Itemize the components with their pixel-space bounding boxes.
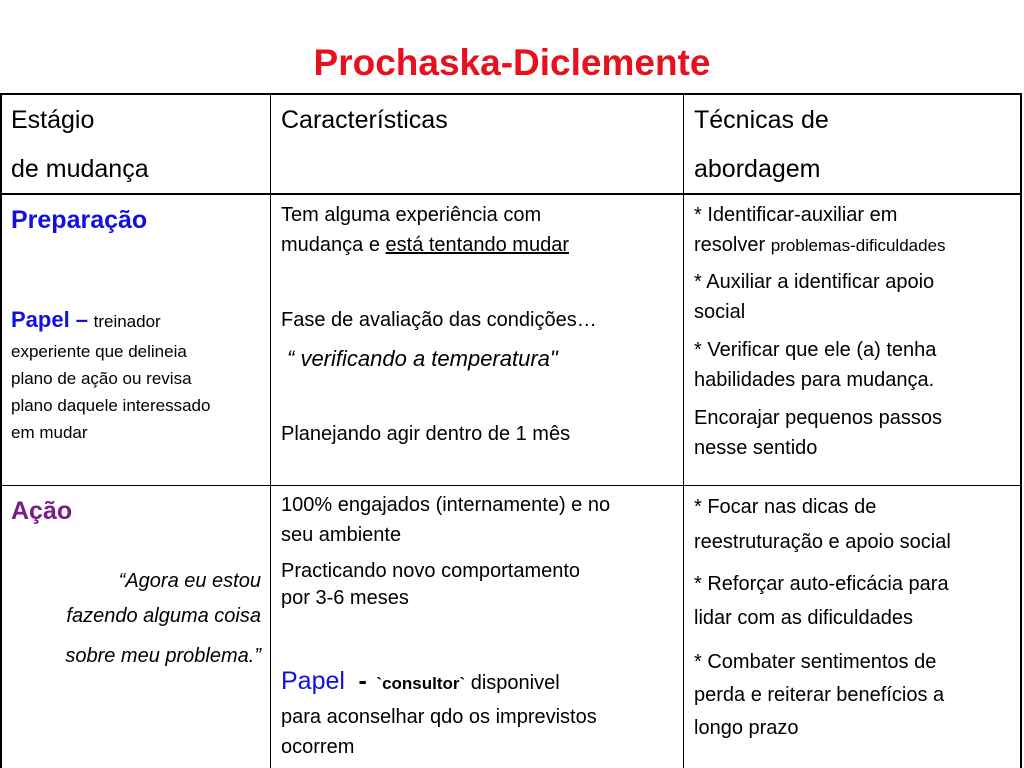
preparacao-tech-line1: * Identificar-auxiliar em (694, 204, 898, 226)
preparacao-tech-line3: * Auxiliar a identificar apoio (694, 271, 935, 293)
acao-papel-label: Papel (281, 667, 345, 695)
acao-papel-role: `consultor` (376, 674, 466, 693)
acao-char-line4: por 3-6 meses (281, 587, 409, 609)
preparacao-char-line1: Tem alguma experiência com (281, 204, 542, 226)
header-stage-line2: de mudança (11, 155, 149, 183)
stage-acao: Ação (11, 497, 73, 525)
preparacao-tech-line5: * Verificar que ele (a) tenha (694, 339, 937, 361)
preparacao-tech-line2a: resolver (694, 234, 771, 256)
preparacao-char-line2a: mudança e (281, 234, 386, 256)
preparacao-papel-text5: em mudar (11, 423, 88, 442)
header-techniques-line2: abordagem (694, 155, 821, 183)
acao-quote-line2: fazendo alguma coisa (66, 605, 261, 627)
slide-title: Prochaska-Diclemente (313, 42, 711, 83)
preparacao-papel-text1: treinador (93, 312, 161, 331)
preparacao-tech-line2 (694, 230, 946, 260)
preparacao-papel-line1 (11, 303, 161, 338)
preparacao-char-line3: Fase de avaliação das condições… (281, 309, 597, 331)
acao-tech-line1: * Focar nas dicas de (694, 496, 877, 518)
header-row-divider (0, 193, 1022, 195)
header-techniques-line1: Técnicas de (694, 106, 829, 134)
preparacao-char-line2 (281, 230, 569, 260)
acao-papel-rest: disponivel (465, 672, 560, 694)
acao-char-line3: Practicando novo comportamento (281, 560, 581, 582)
preparacao-papel-text4: plano daquele interessado (11, 396, 211, 415)
acao-tech-line5: * Combater sentimentos de (694, 651, 937, 673)
acao-quote-line3: sobre meu problema.” (65, 645, 261, 667)
preparacao-tech-line2b: problemas-dificuldades (770, 236, 946, 255)
acao-tech-line3: * Reforçar auto-eficácia para (694, 573, 949, 595)
preparacao-char-quote: “ verificando a temperatura" (287, 346, 558, 371)
acao-quote-line1: “Agora eu estou (118, 570, 261, 592)
acao-tech-line7: longo prazo (694, 717, 799, 739)
preparacao-tech-line6: habilidades para mudança. (694, 369, 935, 391)
preparacao-papel-text2: experiente que delineia (11, 342, 187, 361)
acao-papel-line2: para aconselhar qdo os imprevistos (281, 706, 597, 728)
acao-tech-line4: lidar com as dificuldades (694, 607, 913, 629)
preparacao-char-line5: Planejando agir dentro de 1 mês (281, 423, 571, 445)
acao-tech-line6: perda e reiterar benefícios a (694, 684, 945, 706)
acao-char-line1: 100% engajados (internamente) e no (281, 494, 611, 516)
acao-papel-dash: - (358, 667, 367, 695)
preparacao-char-emphasis: está tentando mudar (385, 234, 569, 256)
preparacao-tech-line8: nesse sentido (694, 437, 818, 459)
acao-tech-line2: reestruturação e apoio social (694, 531, 951, 553)
acao-papel-line1 (281, 663, 560, 702)
row-divider (0, 485, 1022, 486)
preparacao-tech-line4: social (694, 301, 746, 323)
acao-char-line2: seu ambiente (281, 524, 402, 546)
preparacao-tech-line7: Encorajar pequenos passos (694, 407, 942, 429)
preparacao-papel-label: Papel – (11, 307, 89, 332)
preparacao-papel-text3: plano de ação ou revisa (11, 369, 192, 388)
stage-preparacao: Preparação (11, 206, 148, 234)
header-characteristics: Características (281, 106, 448, 134)
acao-papel-line3: ocorrem (281, 736, 355, 758)
header-stage-line1: Estágio (11, 106, 95, 134)
